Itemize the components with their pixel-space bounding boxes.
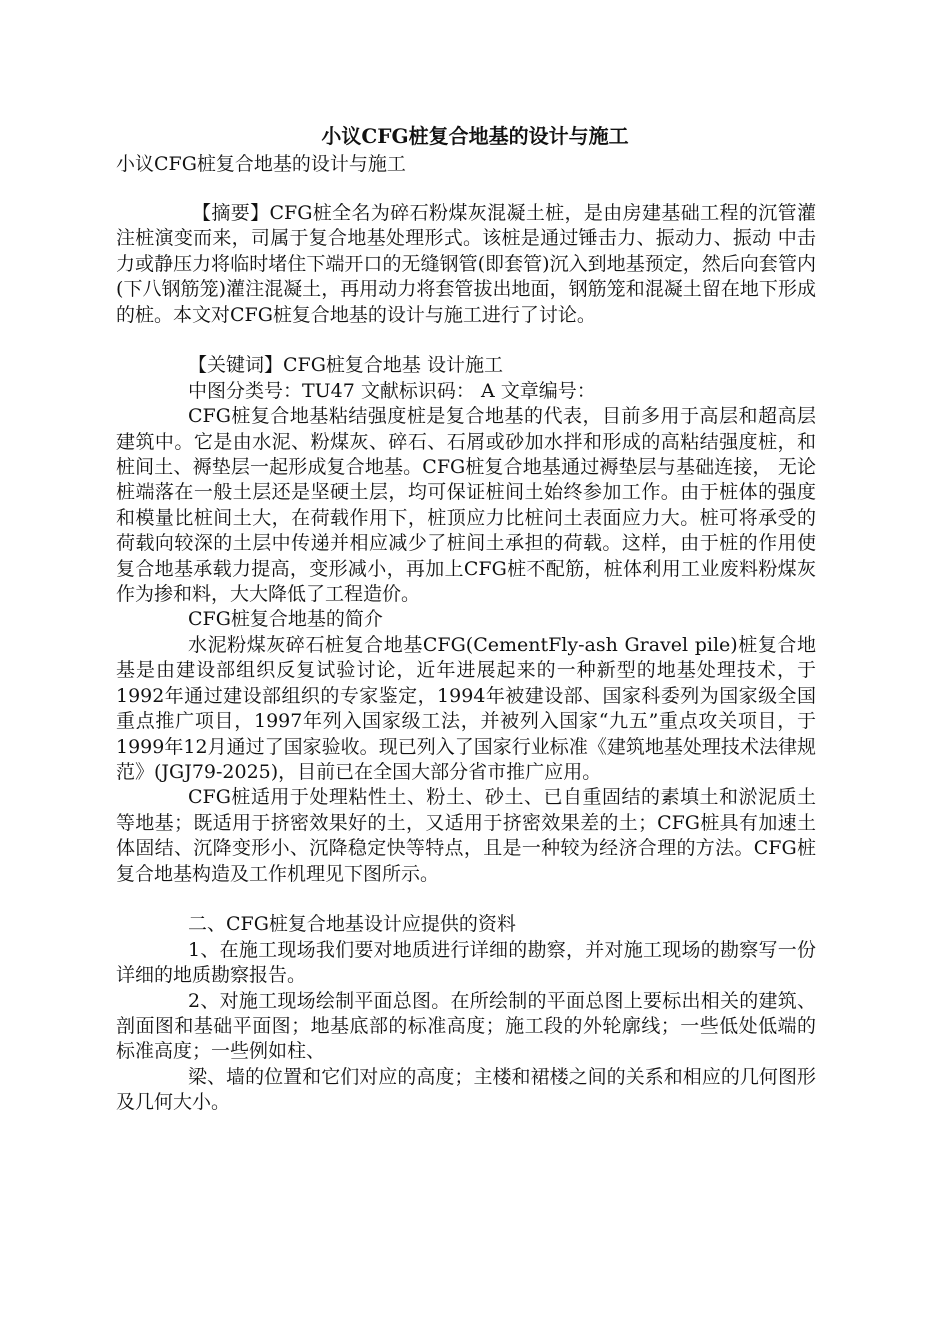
document-body: [116, 201, 816, 1116]
document-title: 小议CFG桩复合地基的设计与施工: [321, 124, 629, 148]
abstract-paragraph: 【摘要】CFG桩全名为碎石粉煤灰混凝土桩，是由房建基础工程的沉管灌注桩演变而来，司属于复合地基处理形式。该桩是通过锤击力、振动力、振动 中击力或静压力将临时堵住下端开口的无缝钢管(即套管)沉入到地基预定，然后向套管内(下八钢筋笼)灌注混凝土，再用动力将套管拔出地面，钢筋笼和混凝土留在地下形成的桩。本文对CFG桩复合地基的设计与施工进行了讨论。: [116, 202, 816, 326]
classification-line: 中图分类号：TU47 文献标识码： A 文章编号：: [188, 379, 596, 402]
list-item-2-continued: 梁、墙的位置和它们对应的高度；主楼和裙楼之间的关系和相应的几何图形及几何大小。: [116, 1065, 816, 1114]
keywords-line: 【关键词】CFG桩复合地基 设计施工: [188, 354, 503, 377]
list-item-1: 1、在施工现场我们要对地质进行详细的勘察，并对施工现场的勘察写一份详细的地质勘察报告。: [116, 938, 816, 987]
paragraph-gap: [116, 328, 816, 353]
section-heading-intro: CFG桩复合地基的简介: [188, 608, 383, 631]
body-paragraph-2: 水泥粉煤灰碎石桩复合地基CFG(CementFly-ash Gravel pile)桩复合地基是由建设部组织反复试验讨论，近年进展起来的一种新型的地基处理技术，于1992年通过建设部组织的专家鉴定，1994年被建设部、国家科委列为国家级全国重点推广项目，1997年列入国家级工法，并被列入国家“九五”重点攻关项目，于1999年12月通过了国家验收。现已列入了国家行业标准《建筑地基处理技术法律规范》(JGJ79-2025)，目前已在全国大部分省市推广应用。: [116, 633, 816, 783]
body-paragraph-1: CFG桩复合地基粘结强度桩是复合地基的代表，目前多用于高层和超高层建筑中。它是由水泥、粉煤灰、碎石、石屑或砂加水拌和形成的高粘结强度桩，和桩间土、褥垫层一起形成复合地基。CFG桩复合地基通过褥垫层与基础连接， 无论桩端落在一般土层还是坚硬土层，均可保证桩间土始终参加工作。由于桩体的强度和模量比桩间土大，在荷载作用下，桩顶应力比桩问土表面应力大。桩可将承受的荷载向较深的土层中传递并相应减少了桩间土承担的荷载。这样，由于桩的作用使复合地基承载力提高，变形减小，再加上CFG桩不配筋，桩体利用工业废料粉煤灰作为掺和料，大大降低了工程造价。: [116, 405, 816, 606]
section-heading-design: 二、CFG桩复合地基设计应提供的资料: [188, 913, 516, 936]
paragraph-gap: [116, 887, 816, 912]
document-subtitle: 小议CFG桩复合地基的设计与施工: [116, 153, 406, 175]
body-paragraph-3: CFG桩适用于处理粘性土、粉土、砂土、已自重固结的素填土和淤泥质土等地基；既适用于挤密效果好的土，又适用于挤密效果差的土；CFG桩具有加速土体固结、沉降变形小、沉降稳定快等特点，且是一种较为经济合理的方法。CFG桩复合地基构造及工作机理见下图所示。: [116, 786, 816, 885]
list-item-2: 2、对施工现场绘制平面总图。在所绘制的平面总图上要标出相关的建筑、剖面图和基础平面图；地基底部的标准高度；施工段的外轮廓线；一些低处低端的标准高度；一些例如柱、: [116, 989, 816, 1063]
